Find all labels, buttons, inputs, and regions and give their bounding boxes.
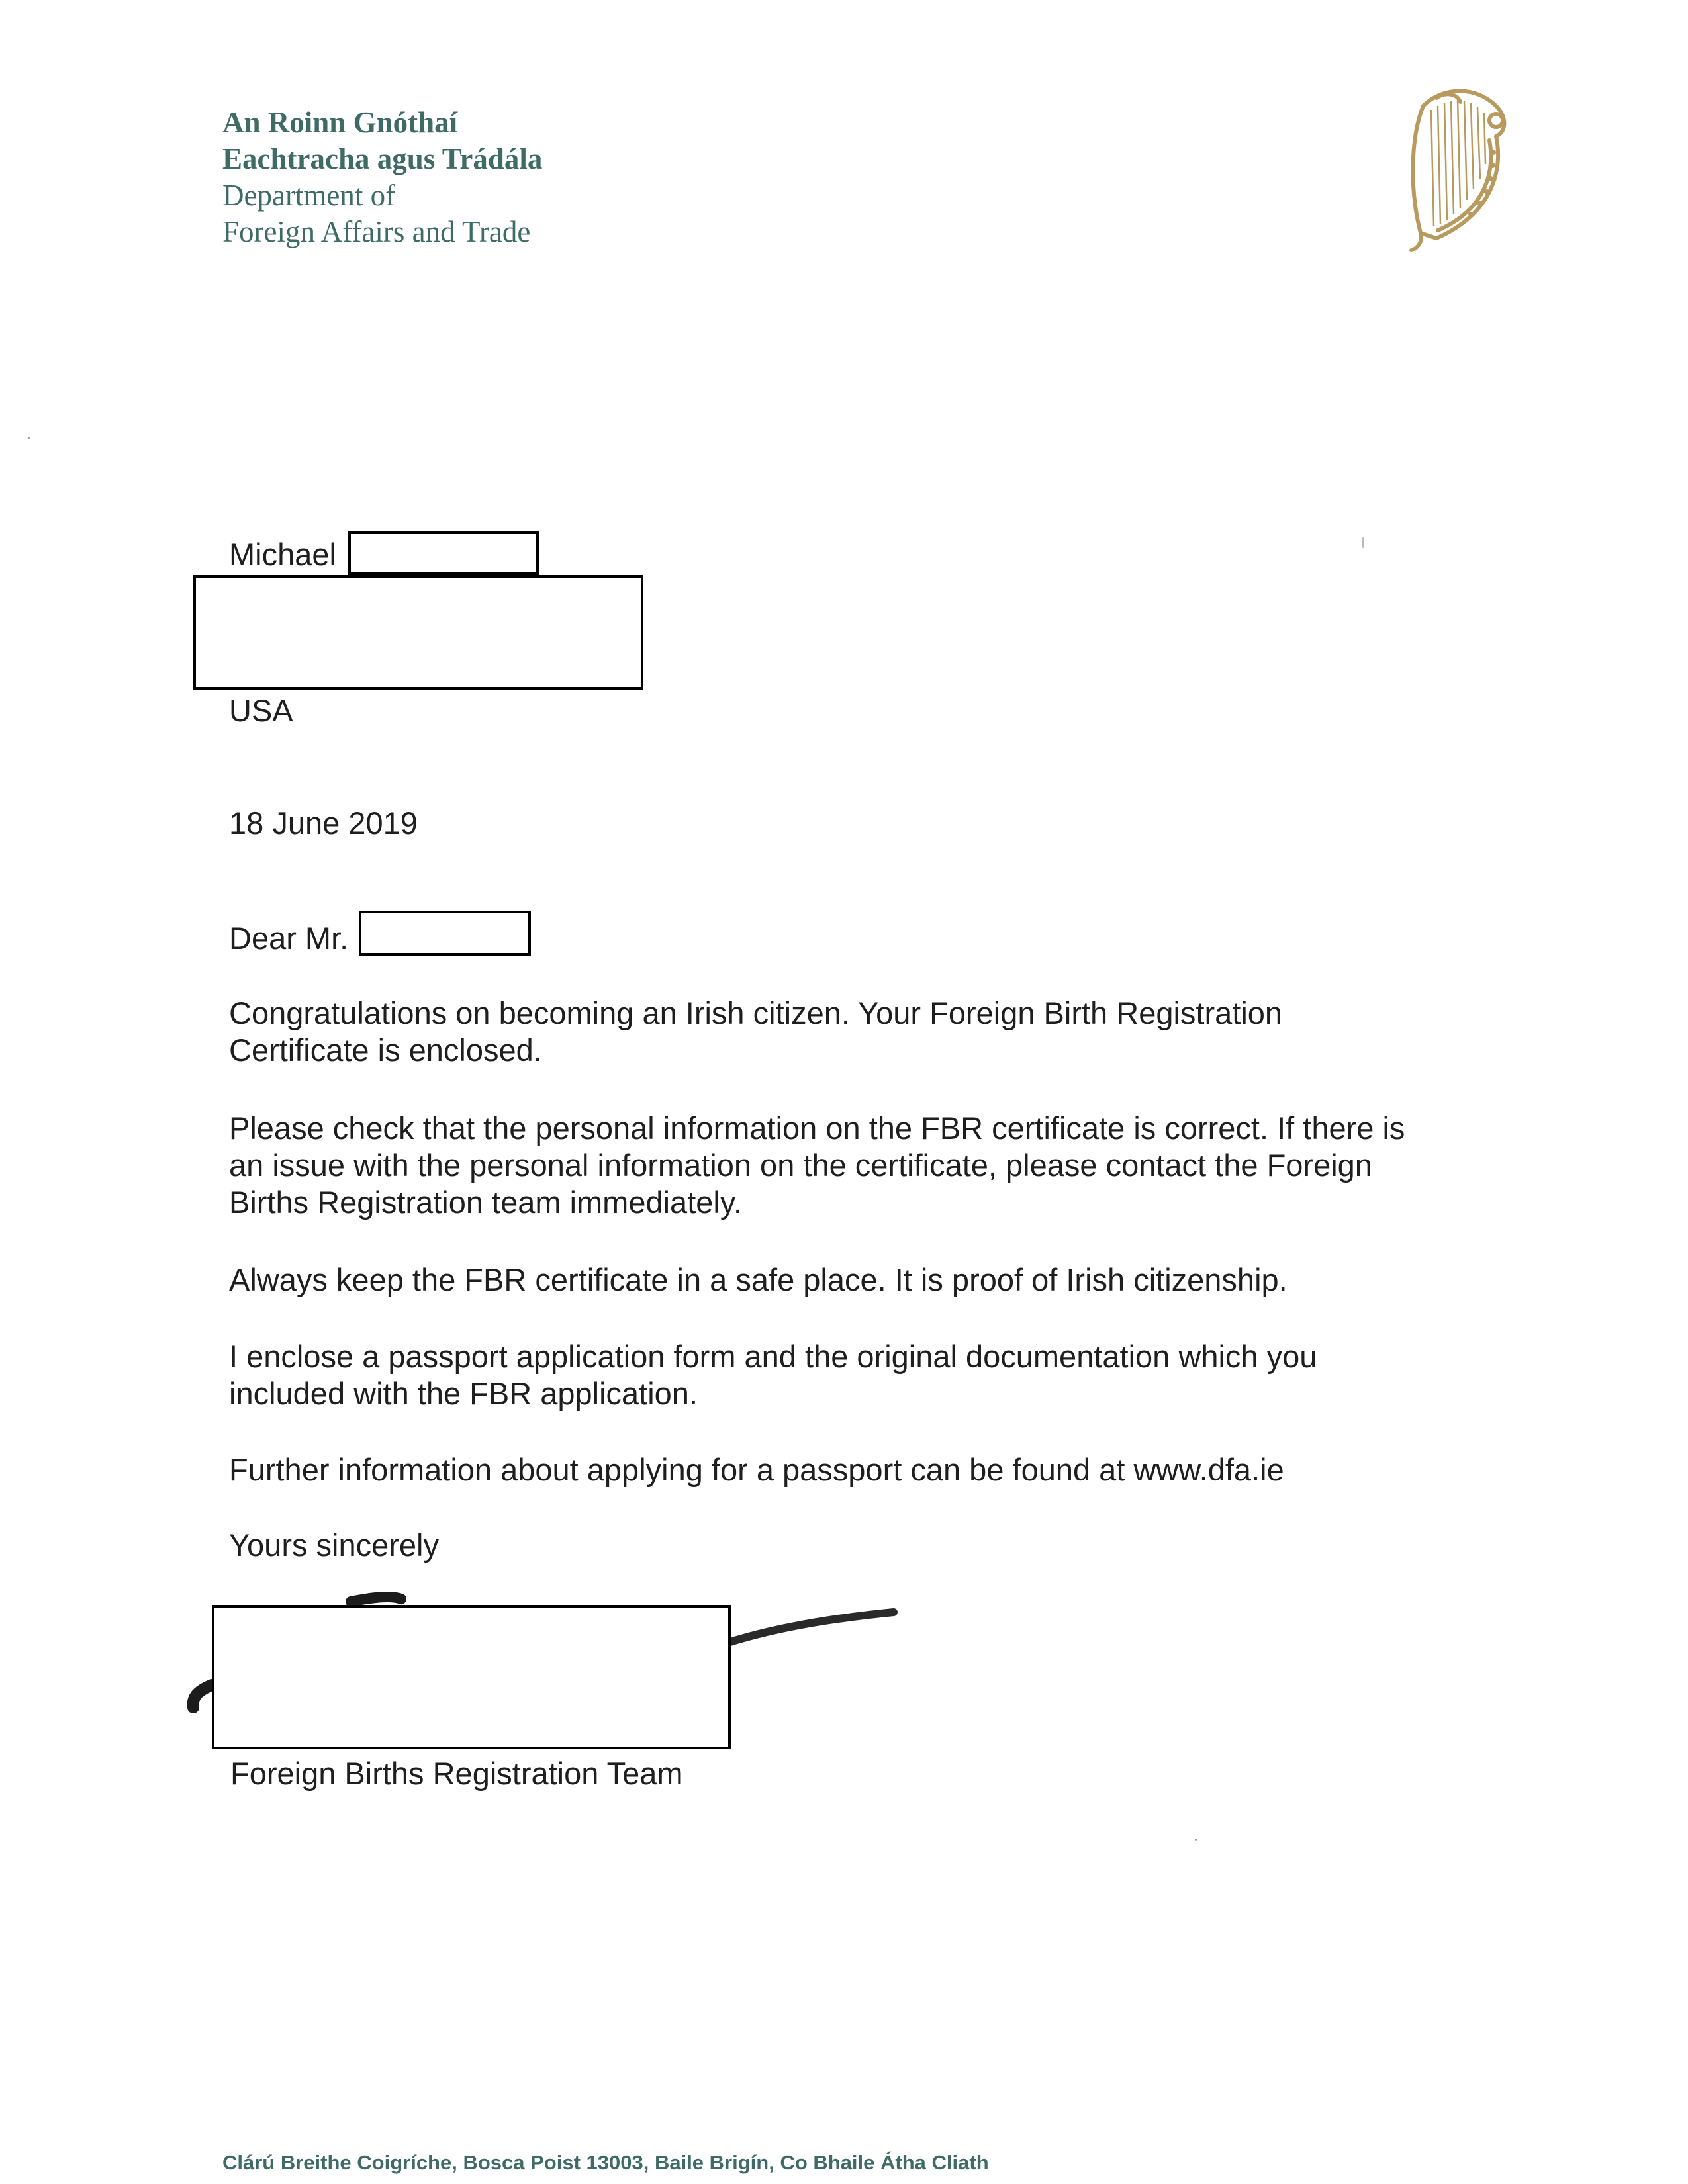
letter-date: 18 June 2019	[229, 805, 418, 841]
redacted-surname	[348, 531, 539, 575]
signatory-team: Foreign Births Registration Team	[230, 1756, 683, 1791]
scan-mark	[28, 437, 30, 439]
recipient-first-name: Michael	[229, 537, 336, 572]
scan-mark	[1362, 537, 1364, 548]
recipient-name-line	[229, 536, 336, 573]
body-paragraph-1: Congratulations on becoming an Irish citizen. Your Foreign Birth Registration Certificate is enclosed.	[229, 995, 1283, 1068]
department-name-english-line1: Department of	[222, 179, 396, 212]
department-name-irish-line2: Eachtracha agus Trádála	[222, 142, 543, 175]
footer-address: Clárú Breithe Coigríche, Bosca Poist 13003, Baile Brigín, Co Bhaile Átha Cliath	[222, 2151, 989, 2174]
body-paragraph-2: Please check that the personal information on the FBR certificate is correct. If there is an issue with the personal information on the certificate, please contact the Foreign Births Registration team immediately.	[229, 1111, 1405, 1220]
scan-mark	[1195, 1839, 1197, 1841]
department-name-english-line2: Foreign Affairs and Trade	[222, 215, 531, 248]
redacted-salutation-surname	[359, 911, 531, 956]
harp-icon	[1397, 79, 1516, 259]
department-name-irish-line1: An Roinn Gnóthaí	[222, 106, 458, 139]
redacted-signatory-name	[212, 1605, 731, 1749]
body-paragraph-4: I enclose a passport application form and the original documentation which you included with the FBR application.	[229, 1339, 1317, 1411]
closing: Yours sincerely	[229, 1527, 439, 1563]
salutation: Dear Mr.	[229, 921, 349, 956]
redacted-address	[193, 575, 643, 690]
body-paragraph-5: Further information about applying for a passport can be found at www.dfa.ie	[229, 1452, 1284, 1487]
recipient-country: USA	[229, 693, 293, 728]
body-paragraph-3: Always keep the FBR certificate in a safe place. It is proof of Irish citizenship.	[229, 1262, 1288, 1297]
letterhead	[222, 105, 542, 250]
